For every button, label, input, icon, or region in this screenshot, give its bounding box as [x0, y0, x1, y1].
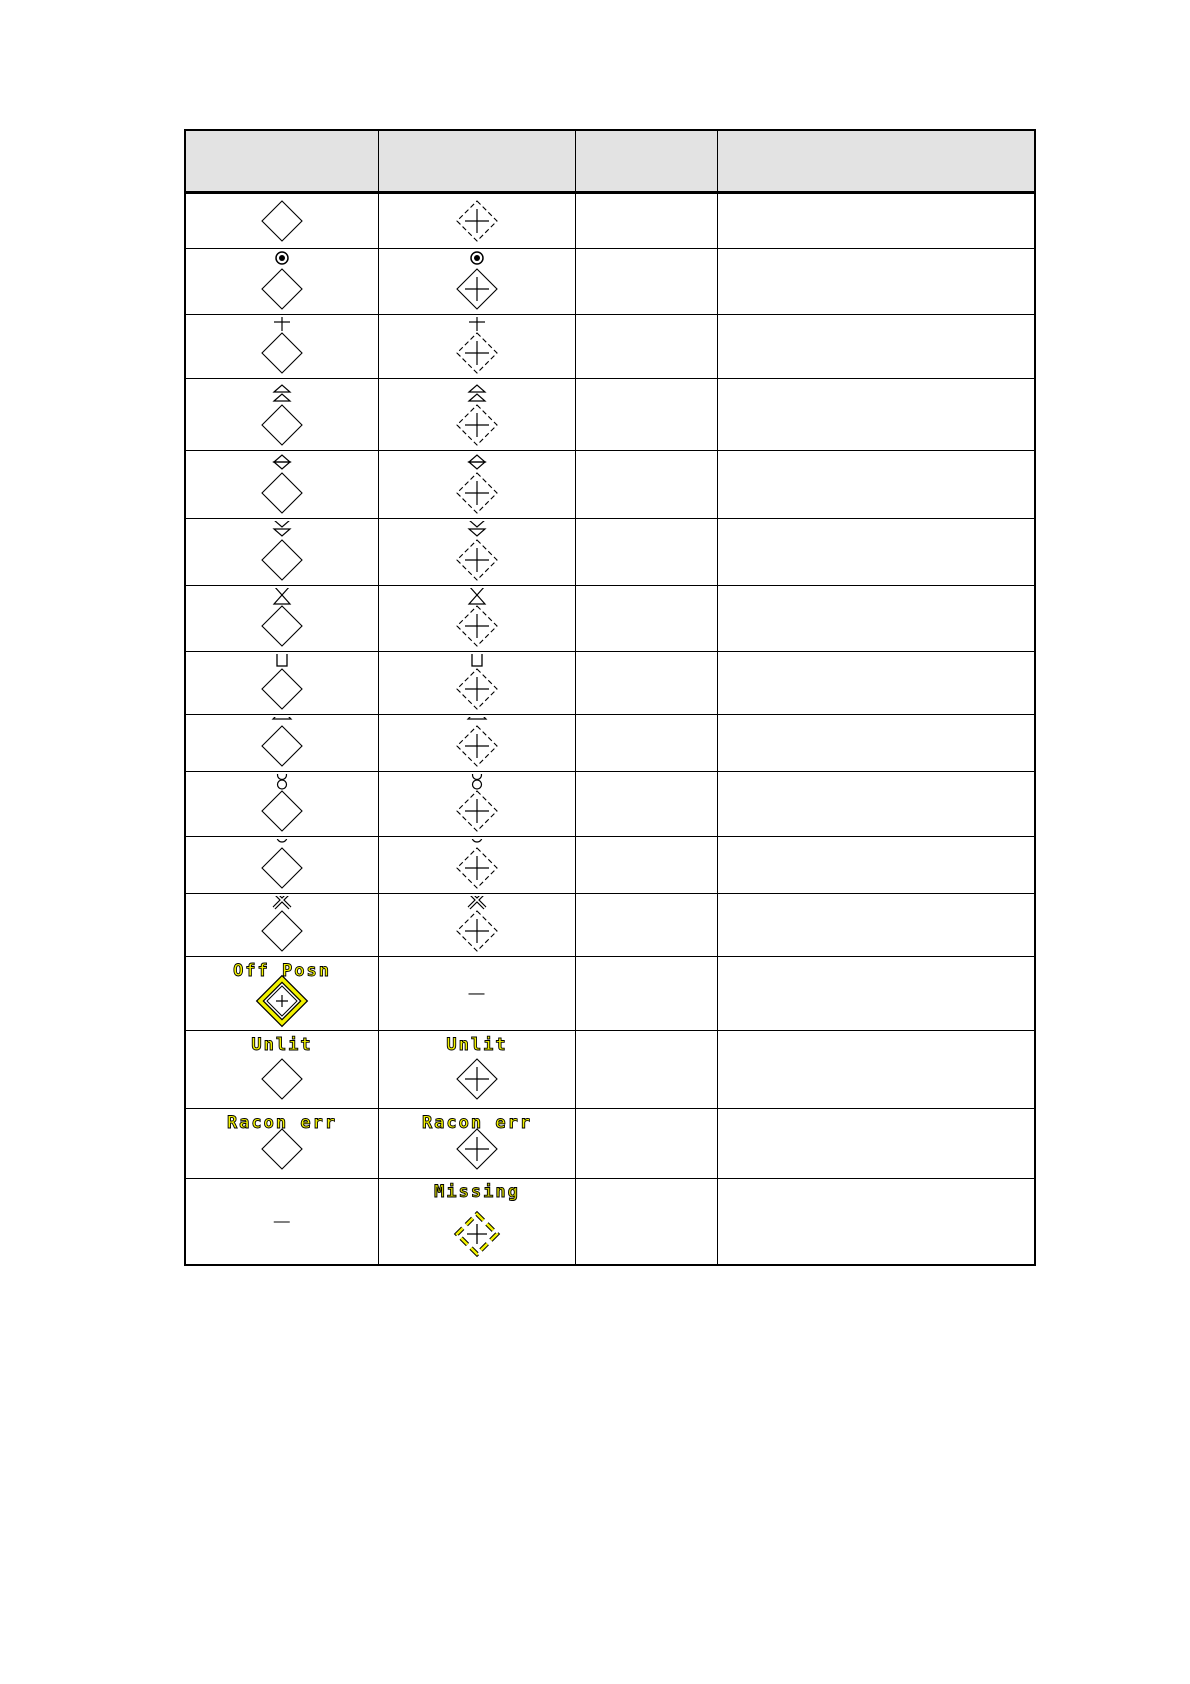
- symbol-cell-real: [185, 193, 378, 249]
- symbol-cell-virtual: [378, 1031, 575, 1109]
- buoy-symbol: [402, 1111, 552, 1177]
- cell-col3: [575, 1179, 717, 1265]
- buoy-symbol: [207, 1033, 357, 1107]
- diamond-icon: [262, 848, 302, 888]
- header-description: [717, 130, 1035, 193]
- cell-description: [717, 1031, 1035, 1109]
- sphere-icon: [277, 839, 287, 842]
- table-row: [185, 957, 1035, 1031]
- buoy-symbol: [207, 959, 357, 1029]
- cross-icon: [465, 919, 489, 943]
- cross-icon: [465, 341, 489, 365]
- cell-description: [717, 837, 1035, 894]
- diamond-icon: [262, 269, 302, 309]
- status-label: Racon err: [421, 1112, 532, 1133]
- buoy-symbol-group: [457, 588, 497, 646]
- topmark-shape: [468, 717, 486, 719]
- buoy-symbol: [207, 839, 357, 892]
- cell-col3: [575, 772, 717, 837]
- diamond-icon: [262, 201, 302, 241]
- dot-icon: [279, 255, 285, 261]
- cross-icon: [465, 1137, 489, 1161]
- buoy-symbol-group: [262, 839, 302, 888]
- buoy-symbol: [402, 1180, 552, 1262]
- buoy-symbol: [402, 588, 552, 650]
- buoy-symbol: [402, 774, 552, 835]
- symbol-cell-virtual: [378, 1109, 575, 1179]
- cell-description: [717, 586, 1035, 652]
- buoy-symbol-group: [262, 521, 302, 580]
- diamond-icon: [262, 540, 302, 580]
- diamond-icon: [262, 1059, 302, 1099]
- buoy-symbol-group: [434, 1182, 520, 1254]
- buoy-symbol: [402, 654, 552, 713]
- symbol-cell-real: [185, 1031, 378, 1109]
- topmark-shape: [469, 521, 485, 527]
- cross-icon: [467, 1224, 487, 1244]
- symbol-cell-virtual: [378, 715, 575, 772]
- buoy-symbol-group: [457, 252, 497, 309]
- symbol-cell-virtual: [378, 451, 575, 519]
- topmark-shape: [274, 529, 290, 536]
- cell-description: [717, 652, 1035, 715]
- symbol-cell-real: [185, 1109, 378, 1179]
- cell-col3: [575, 193, 717, 249]
- buoy-symbol-group: [457, 521, 497, 580]
- cell-col3: [575, 379, 717, 451]
- table-row: [185, 586, 1035, 652]
- symbol-cell-virtual: [378, 894, 575, 957]
- symbol-cell-real: [185, 772, 378, 837]
- buoy-symbol-group: [457, 896, 497, 951]
- buoy-symbol: [207, 195, 357, 247]
- buoy-symbol-group: [457, 774, 497, 831]
- buoy-symbol-group: [262, 385, 302, 445]
- buoy-symbol: [402, 717, 552, 770]
- sphere-icon: [472, 780, 481, 789]
- buoy-symbol: [402, 453, 552, 517]
- header-symbol-real: [185, 130, 378, 193]
- symbol-cell-real: [185, 315, 378, 379]
- cross-icon: [465, 413, 489, 437]
- buoy-symbol: [207, 896, 357, 955]
- table-row: [185, 315, 1035, 379]
- cell-col3: [575, 586, 717, 652]
- cell-col3: [575, 957, 717, 1031]
- table-row: [185, 519, 1035, 586]
- buoy-symbol-group: [457, 839, 497, 888]
- table-row: [185, 249, 1035, 315]
- buoy-symbol: [207, 717, 357, 770]
- table-header-row: [185, 130, 1035, 193]
- diamond-icon: [262, 473, 302, 513]
- cross-icon: [465, 799, 489, 823]
- buoy-symbol-group: [457, 201, 497, 241]
- diamond-icon: [262, 791, 302, 831]
- buoy-symbol-group: [446, 1035, 507, 1099]
- table-row: [185, 837, 1035, 894]
- cell-col3: [575, 837, 717, 894]
- topmark-shape: [273, 717, 291, 719]
- table-row: [185, 772, 1035, 837]
- cell-description: [717, 957, 1035, 1031]
- topmark-shape: [274, 521, 290, 527]
- cross-icon: [465, 548, 489, 572]
- symbol-cell-virtual: [378, 772, 575, 837]
- buoy-symbol-group: [233, 961, 331, 1023]
- symbol-cell-virtual: [378, 249, 575, 315]
- sphere-icon: [277, 774, 286, 780]
- topmark-shape: [469, 588, 485, 595]
- topmark-shape: [274, 595, 290, 604]
- buoy-symbol: [207, 317, 357, 377]
- buoy-symbol-group: [262, 774, 302, 831]
- cell-description: [717, 249, 1035, 315]
- cell-description: [717, 1109, 1035, 1179]
- diamond-icon: [262, 911, 302, 951]
- buoy-symbol-group: [262, 455, 302, 513]
- buoy-symbol-group: [251, 1035, 312, 1099]
- buoy-symbol: [207, 521, 357, 584]
- buoy-symbol-group: [262, 317, 302, 373]
- rectangle-icon: [277, 654, 287, 666]
- table-row: [185, 652, 1035, 715]
- symbol-cell-virtual: [378, 957, 575, 1031]
- cross-icon: [465, 277, 489, 301]
- cross-icon: [465, 209, 489, 233]
- symbol-cell-real: [185, 451, 378, 519]
- buoy-symbol-group: [457, 717, 497, 766]
- symbol-cell-real: [185, 652, 378, 715]
- cross-icon: [465, 1067, 489, 1091]
- symbol-cell-virtual: [378, 379, 575, 451]
- table-row: [185, 715, 1035, 772]
- symbol-cell-real: [185, 519, 378, 586]
- table-row: [185, 1031, 1035, 1109]
- cross-icon: [465, 677, 489, 701]
- buoy-symbol: [207, 654, 357, 713]
- sphere-icon: [472, 774, 481, 780]
- topmark-shape: [469, 595, 485, 604]
- buoy-symbol-group: [262, 252, 302, 309]
- buoy-symbol: [402, 1033, 552, 1107]
- topmark-shape: [469, 462, 485, 469]
- topmark-shape: [274, 394, 290, 401]
- topmark-shape: [469, 455, 485, 462]
- not-applicable-dash: —: [468, 985, 485, 1002]
- cell-description: [717, 772, 1035, 837]
- buoy-symbol-group: [457, 317, 497, 373]
- topmark-shape: [469, 394, 485, 401]
- cell-col3: [575, 451, 717, 519]
- buoy-symbol-group: [262, 896, 302, 951]
- topmark-shape: [274, 588, 290, 595]
- status-label: Unlit: [251, 1034, 313, 1055]
- cell-description: [717, 1179, 1035, 1265]
- header-symbol-virtual: [378, 130, 575, 193]
- cell-col3: [575, 519, 717, 586]
- symbol-cell-virtual: [378, 315, 575, 379]
- buoy-symbol-group: [457, 455, 497, 513]
- symbol-cell-virtual: [378, 586, 575, 652]
- buoy-symbol-group: [262, 588, 302, 646]
- buoy-symbol: [207, 381, 357, 449]
- sphere-icon: [277, 780, 286, 789]
- buoy-symbol-group: [262, 654, 302, 709]
- buoy-symbol: [402, 195, 552, 247]
- buoy-symbol-group: [457, 654, 497, 709]
- diamond-icon: [262, 606, 302, 646]
- buoy-symbol: [207, 588, 357, 650]
- diamond-icon: [262, 1129, 302, 1169]
- buoy-symbol-group: [262, 717, 302, 766]
- symbol-cell-real: [185, 586, 378, 652]
- buoy-symbol: [402, 317, 552, 377]
- table-row: [185, 1179, 1035, 1265]
- buoy-symbol: [402, 521, 552, 584]
- table-row: [185, 193, 1035, 249]
- rectangle-icon: [472, 654, 482, 666]
- topmark-shape: [274, 385, 290, 392]
- buoy-symbol-group: [421, 1113, 531, 1169]
- symbol-cell-real: [185, 379, 378, 451]
- topmark-shape: [274, 455, 290, 462]
- cell-description: [717, 451, 1035, 519]
- symbol-cell-virtual: [378, 837, 575, 894]
- cell-description: [717, 193, 1035, 249]
- symbol-cell-virtual: [378, 519, 575, 586]
- cross-icon: [465, 481, 489, 505]
- status-label: Missing: [433, 1182, 520, 1203]
- cross-icon: [465, 614, 489, 638]
- buoy-symbol: [207, 453, 357, 517]
- cell-col3: [575, 652, 717, 715]
- diamond-icon: [262, 405, 302, 445]
- topmark-shape: [469, 529, 485, 536]
- cross-icon: [465, 856, 489, 880]
- cell-description: [717, 715, 1035, 772]
- table-row: [185, 379, 1035, 451]
- diamond-icon: [262, 333, 302, 373]
- not-applicable-dash: —: [273, 1212, 290, 1230]
- symbol-table: [184, 129, 1036, 1266]
- symbol-cell-real: [185, 837, 378, 894]
- status-label: Racon err: [226, 1112, 337, 1133]
- buoy-symbol: [207, 251, 357, 313]
- buoy-symbol-group: [227, 1113, 337, 1169]
- sphere-icon: [472, 839, 482, 842]
- diamond-icon: [262, 669, 302, 709]
- symbol-cell-virtual: [378, 652, 575, 715]
- cell-description: [717, 519, 1035, 586]
- diamond-icon: [262, 726, 302, 766]
- cell-col3: [575, 315, 717, 379]
- cell-description: [717, 379, 1035, 451]
- buoy-symbol: [402, 381, 552, 449]
- symbol-cell-real: [185, 957, 378, 1031]
- symbol-cell-virtual: [378, 193, 575, 249]
- buoy-symbol: [207, 1111, 357, 1177]
- table-row: [185, 894, 1035, 957]
- symbol-cell-virtual: [378, 1179, 575, 1265]
- topmark-shape: [274, 462, 290, 469]
- symbol-cell-real: [185, 894, 378, 957]
- table-row: [185, 451, 1035, 519]
- topmark-shape: [469, 385, 485, 392]
- cell-col3: [575, 1031, 717, 1109]
- status-label: Off Posn: [232, 960, 331, 981]
- symbol-cell-real: [185, 249, 378, 315]
- buoy-symbol-group: [262, 201, 302, 241]
- cell-col3: [575, 249, 717, 315]
- buoy-symbol: [402, 251, 552, 313]
- cell-description: [717, 894, 1035, 957]
- cell-description: [717, 315, 1035, 379]
- cell-col3: [575, 894, 717, 957]
- symbol-cell-real: [185, 715, 378, 772]
- symbol-cell-real: [185, 1179, 378, 1265]
- cell-col3: [575, 715, 717, 772]
- header-col3: [575, 130, 717, 193]
- buoy-symbol: [402, 839, 552, 892]
- table-row: [185, 1109, 1035, 1179]
- status-label: Unlit: [445, 1034, 508, 1055]
- buoy-symbol: [402, 896, 552, 955]
- buoy-symbol-group: [457, 385, 497, 445]
- dot-icon: [474, 255, 480, 261]
- cross-icon: [465, 734, 489, 758]
- buoy-symbol: [207, 774, 357, 835]
- cell-col3: [575, 1109, 717, 1179]
